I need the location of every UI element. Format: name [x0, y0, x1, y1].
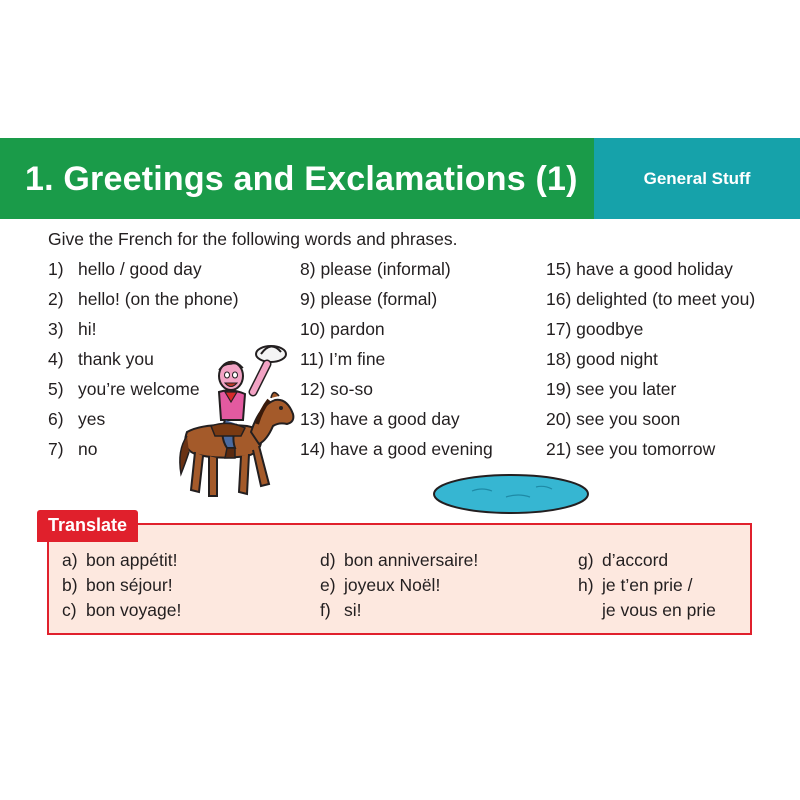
question-text: pardon — [330, 319, 385, 339]
question-item — [300, 378, 493, 408]
question-item — [546, 318, 755, 348]
puddle-icon — [432, 473, 590, 515]
question-text: thank you — [78, 349, 154, 369]
question-text: delighted (to meet you) — [576, 289, 756, 309]
question-text: see you later — [576, 379, 677, 399]
question-text: hello! (on the phone) — [78, 289, 239, 309]
question-text: please (formal) — [320, 289, 438, 309]
question-text: have a good holiday — [576, 259, 733, 279]
question-item — [300, 348, 493, 378]
question-number: 4) — [48, 349, 64, 369]
question-number: 19) — [546, 379, 572, 399]
question-column-3 — [546, 258, 755, 468]
question-item — [300, 438, 493, 468]
question-number: 5) — [48, 379, 64, 399]
question-item — [546, 258, 755, 288]
translate-text: bon appétit! — [86, 550, 178, 570]
question-number: 6) — [48, 409, 64, 429]
translate-item — [578, 549, 716, 574]
instruction-text: Give the French for the following words and phrases. — [48, 229, 458, 249]
translate-letter: a) — [62, 550, 78, 570]
translate-letter: c) — [62, 600, 77, 620]
translate-letter: e) — [320, 575, 336, 595]
question-number: 12) — [300, 379, 326, 399]
page-title: 1. Greetings and Exclamations (1) — [25, 160, 578, 198]
translate-text: bon voyage! — [86, 600, 182, 620]
translate-item — [62, 549, 181, 574]
translate-column-1 — [62, 549, 181, 624]
question-text: no — [78, 439, 98, 459]
question-number: 16) — [546, 289, 572, 309]
translate-item — [320, 574, 478, 599]
translate-text: joyeux Noël! — [344, 575, 441, 595]
question-number: 18) — [546, 349, 572, 369]
translate-letter: h) — [578, 575, 594, 595]
translate-text: bon anniversaire! — [344, 550, 479, 570]
translate-text: je vous en prie — [602, 600, 716, 620]
question-item — [48, 258, 239, 288]
question-text: hi! — [78, 319, 97, 339]
question-item — [300, 288, 493, 318]
translate-text: si! — [344, 600, 362, 620]
question-item — [300, 318, 493, 348]
question-text: see you tomorrow — [576, 439, 716, 459]
translate-text: bon séjour! — [86, 575, 173, 595]
question-text: so-so — [330, 379, 373, 399]
translate-item — [578, 599, 716, 624]
question-number: 7) — [48, 439, 64, 459]
question-item — [300, 408, 493, 438]
translate-letter: b) — [62, 575, 78, 595]
section-label: General Stuff — [643, 169, 751, 188]
question-number: 15) — [546, 259, 572, 279]
question-item — [546, 408, 755, 438]
question-number: 8) — [300, 259, 316, 279]
question-text: have a good day — [330, 409, 460, 429]
question-text: hello / good day — [78, 259, 202, 279]
question-number: 13) — [300, 409, 326, 429]
question-number: 10) — [300, 319, 326, 339]
question-text: good night — [576, 349, 658, 369]
translate-heading: Translate — [37, 510, 138, 542]
translate-item — [320, 549, 478, 574]
question-text: yes — [78, 409, 106, 429]
question-item — [546, 378, 755, 408]
question-text: see you soon — [576, 409, 681, 429]
question-text: goodbye — [576, 319, 644, 339]
question-number: 17) — [546, 319, 572, 339]
question-text: please (informal) — [320, 259, 451, 279]
question-item — [300, 258, 493, 288]
translate-column-3 — [578, 549, 716, 624]
question-item — [546, 348, 755, 378]
translate-text: je t’en prie / — [602, 575, 693, 595]
translate-letter: d) — [320, 550, 336, 570]
question-item — [546, 438, 755, 468]
translate-item — [320, 599, 478, 624]
section-band — [594, 138, 800, 219]
title-band — [0, 138, 594, 219]
translate-letter: g) — [578, 550, 594, 570]
translate-letter: f) — [320, 600, 331, 620]
question-number: 1) — [48, 259, 64, 279]
question-number: 20) — [546, 409, 572, 429]
question-number: 14) — [300, 439, 326, 459]
translate-item — [62, 574, 181, 599]
question-number: 9) — [300, 289, 316, 309]
question-item — [546, 288, 755, 318]
translate-column-2 — [320, 549, 478, 624]
translate-item — [62, 599, 181, 624]
cowboy-on-horse-icon — [175, 340, 300, 510]
question-number: 21) — [546, 439, 572, 459]
question-text: I’m fine — [328, 349, 386, 369]
translate-text: d’accord — [602, 550, 669, 570]
question-number: 11) — [300, 349, 324, 369]
question-text: have a good evening — [330, 439, 493, 459]
page-header — [0, 138, 800, 219]
translate-item — [578, 574, 716, 599]
question-item — [48, 288, 239, 318]
question-text: you’re welcome — [78, 379, 200, 399]
question-number: 2) — [48, 289, 64, 309]
question-column-2 — [300, 258, 493, 468]
question-number: 3) — [48, 319, 64, 339]
